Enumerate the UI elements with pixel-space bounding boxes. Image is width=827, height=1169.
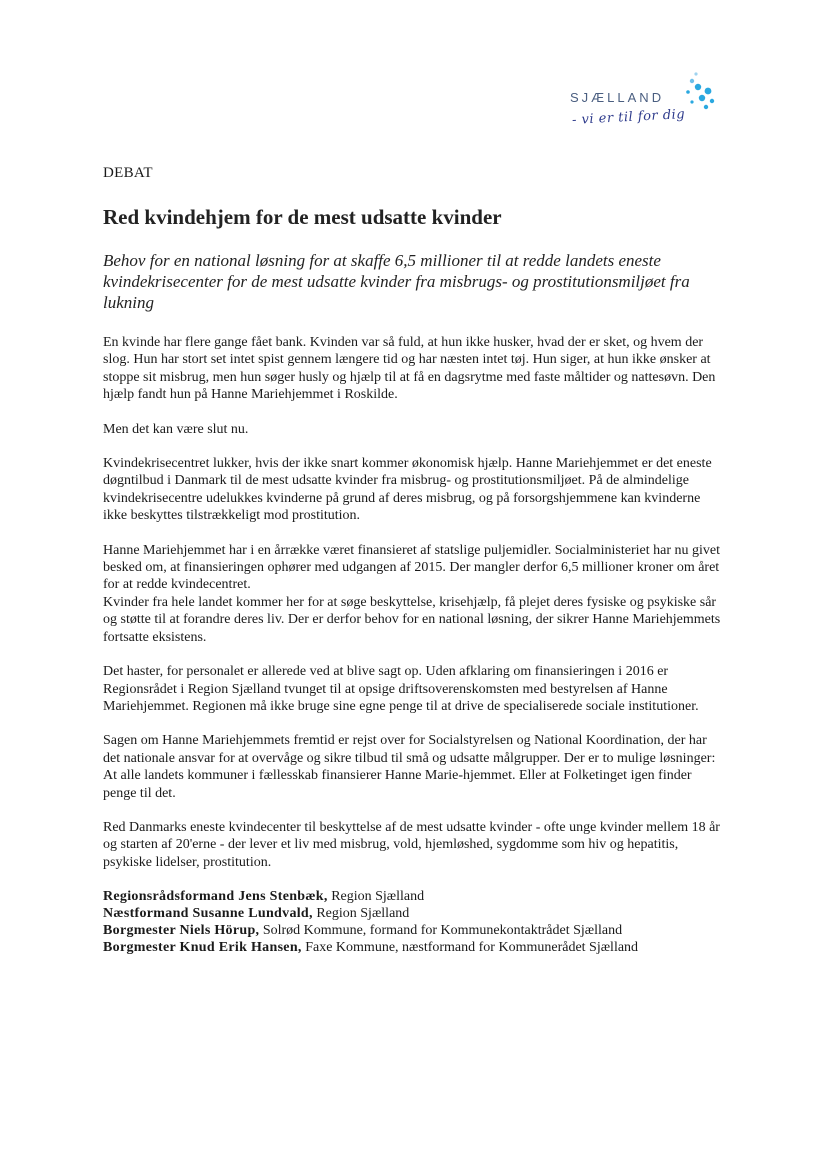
paragraph: Red Danmarks eneste kvindecenter til beskyttelse af de mest udsatte kvinder - ofte unge kvinder mellem 18 år og starten af 20'erne - der lever et liv med misbrug, vold, hjemløshed, sygdomme som hiv og hepatitis, psykiske lidelser, prostitution. xyxy=(103,819,720,870)
signature-affiliation: Region Sjælland xyxy=(327,889,425,905)
signature-affiliation: Region Sjælland xyxy=(312,906,410,922)
signature-name: Næstformand Susanne Lundvald, xyxy=(103,906,313,922)
paragraph: Kvindekrisecentret lukker, hvis der ikke snart kommer økonomisk hjælp. Hanne Mariehjemmet er det eneste døgntilbud i Danmark til de mest udsatte kvinder fra misbrug- og prostitutionsmiljøet. På de almindelige kvindekrisecentre udelukkes kvinderne på grund af deres misbrug, og på forsorgshjemmene kan kvinderne ikke beskyttes tilstrækkeligt mod prostitution. xyxy=(103,456,712,524)
signature-line xyxy=(103,922,721,939)
signature-line xyxy=(103,939,721,956)
paragraph: Men det kan være slut nu. xyxy=(103,421,249,437)
paragraph: Hanne Mariehjemmet har i en årrække været finansieret af statslige puljemidler. Socialministeriet har nu givet besked om, at finansieringen ophører med udgangen af 2015. Der mangler derfor 6,5 millioner kroner om året for at redde kvindecentret. xyxy=(103,542,720,593)
signature-affiliation: Solrød Kommune, formand for Kommunekontaktrådet Sjælland xyxy=(259,923,623,939)
paragraph: Det haster, for personalet er allerede ved at blive sagt op. Uden afklaring om finansieringen i 2016 er Regionsrådet i Region Sjælland tvunget til at opsige driftsoverenskomsten med bestyrelsen af Hanne Mariehjemmet. Regionen må ikke bruge sine egne penge til at drive de specialiserede sociale institutioner. xyxy=(103,664,699,714)
signature-line xyxy=(103,905,721,922)
signature-name: Borgmester Knud Erik Hansen, xyxy=(103,940,302,956)
signature-name: Regionsrådsformand Jens Stenbæk, xyxy=(103,889,328,905)
lead-paragraph: Behov for en national løsning for at skaffe 6,5 millioner til at redde landets eneste kvindekrisecenter for de mest udsatte kvinder fra misbrugs- og prostitutionsmiljøet fra lukning xyxy=(103,251,690,312)
headline: Red kvindehjem for de mest udsatte kvinder xyxy=(103,205,502,229)
signature-name: Borgmester Niels Hörup, xyxy=(103,923,260,939)
region-sjaelland-logo xyxy=(568,70,718,150)
signature-affiliation: Faxe Kommune, næstformand for Kommunerådet Sjælland xyxy=(301,940,639,956)
paragraph: Kvinder fra hele landet kommer her for at søge beskyttelse, krisehjælp, få plejet deres fysiske og psykiske sår og støtte til at forandre deres liv. Der er derfor behov for en national løsning, der sikrer Hanne Mariehjemmets fortsatte eksistens. xyxy=(103,594,721,645)
logo-wordmark: SJÆLLAND xyxy=(570,90,665,105)
paragraph: Sagen om Hanne Mariehjemmets fremtid er rejst over for Socialstyrelsen og National Koordination, der har det nationale ansvar for at overvåge og sikre tilbud til små og udsatte målgrupper. Der er to mulige løsninger: At alle landets kommuner i fællesskab finansierer Hanne Marie-hjemmet. Eller at Folketinget igen finder penge til det. xyxy=(103,733,716,801)
logo-tagline: - vi er til for dig xyxy=(571,107,686,128)
section-label: DEBAT xyxy=(103,165,153,181)
article-body xyxy=(103,334,721,956)
signature-line xyxy=(103,888,721,905)
paragraph: En kvinde har flere gange fået bank. Kvinden var så fuld, at hun ikke husker, hvad der er sket, og hvem der slog. Hun har stort set intet spist gennem længere tid og har næsten intet tøj. Hun siger, at hun ikke ønsker at stoppe sit misbrug, men hun søger husly og hjælp til at få en dagsrytme med faste måltider og nattesøvn. Den hjælp fandt hun på Hanne Mariehjemmet i Roskilde. xyxy=(103,335,716,403)
signatures xyxy=(103,888,721,956)
